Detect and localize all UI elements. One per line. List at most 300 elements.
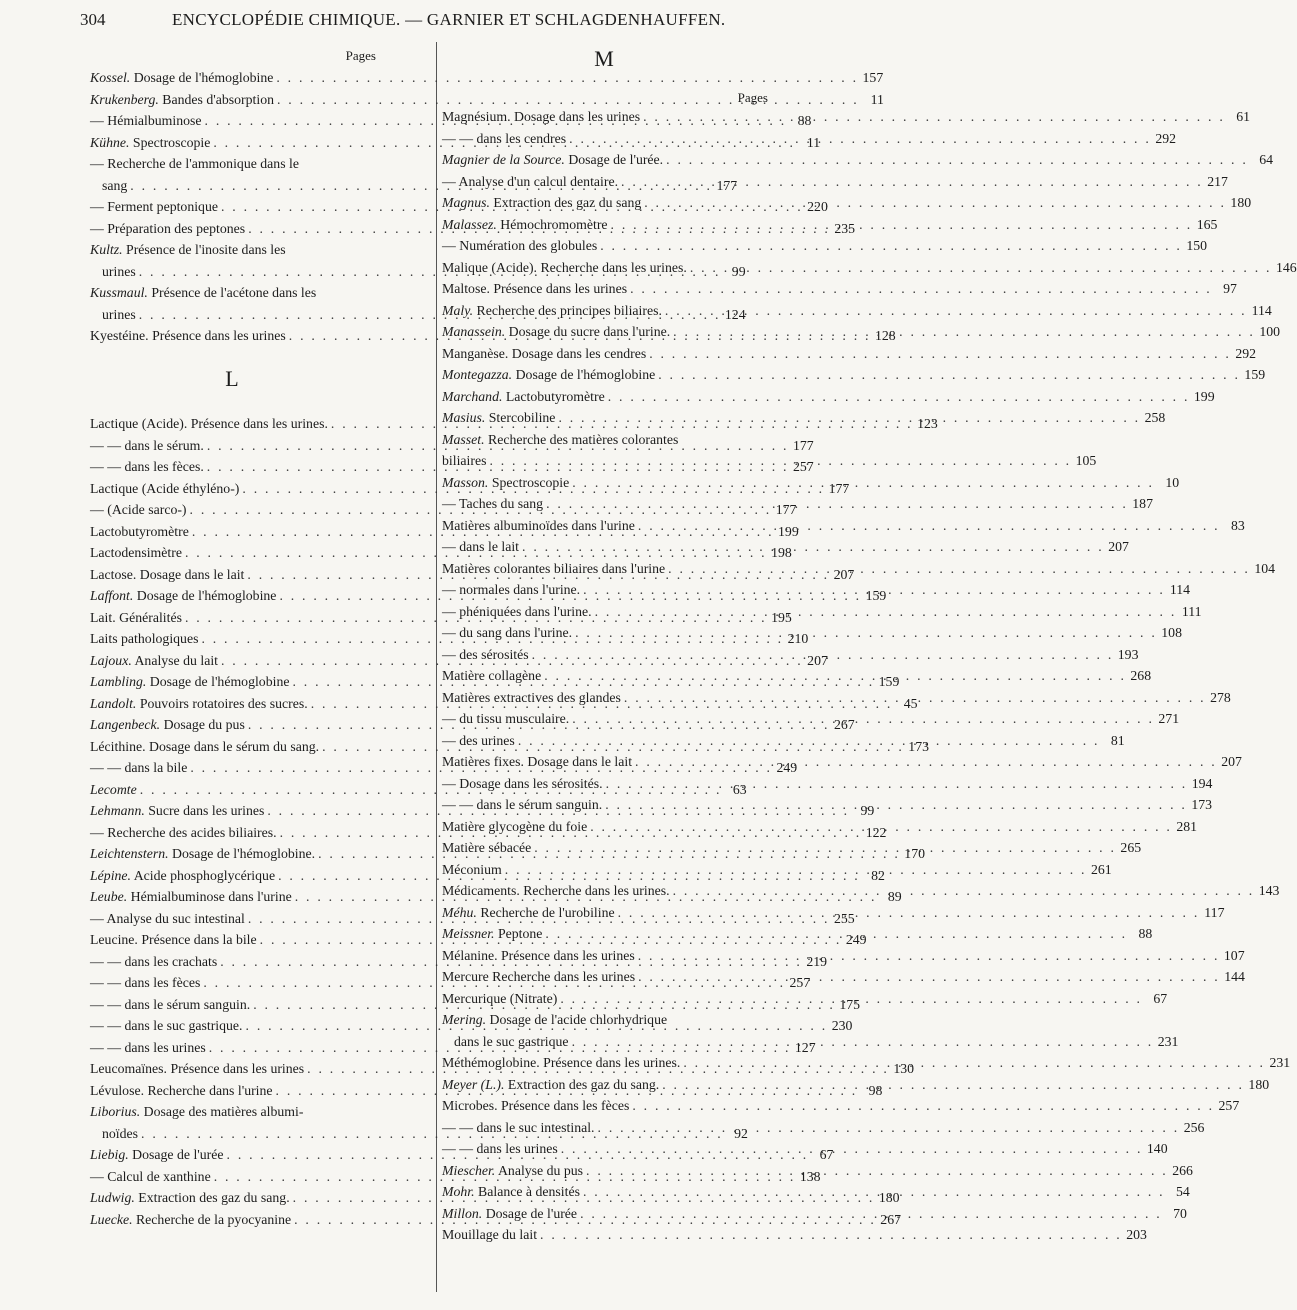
entry-label: dans le suc gastrique: [454, 1033, 569, 1049]
entry-text: [90, 1080, 273, 1102]
entry-author: Marchand.: [442, 388, 503, 404]
entry-text: [90, 261, 136, 283]
leader-dots: [624, 687, 1206, 709]
leader-dots: [605, 794, 1187, 816]
entry-label: — des sérosités: [442, 646, 529, 662]
entry-text: [442, 1052, 680, 1074]
entry-author: Lehmann.: [90, 803, 145, 818]
entry-label: — du tissu musculaire.: [442, 711, 570, 726]
entry-text: [90, 1101, 303, 1123]
entry-label: sang: [102, 177, 128, 193]
entry-page: 187: [1132, 496, 1153, 511]
entry-text: [90, 282, 316, 304]
entry-label: Méconium: [442, 861, 502, 877]
entry-label: Dosage de l'hémoglobine: [146, 674, 290, 689]
entry-author: Manassein.: [442, 324, 506, 339]
leader-dots: [658, 364, 1240, 386]
entry-text: [442, 902, 615, 924]
entry-text: [90, 650, 218, 672]
entry-text: [442, 1095, 629, 1117]
entry-label: Lécithine. Dosage dans le sérum du sang.: [90, 738, 320, 754]
entry-page: 267: [834, 717, 855, 732]
entry-text: [90, 736, 319, 758]
leader-dots: [560, 988, 1142, 1010]
entry-author: Mohr.: [442, 1184, 475, 1199]
entry-label: — Numération des globules: [442, 238, 598, 253]
entry-label: — Hémialbuminose: [90, 113, 202, 128]
entry-text: [442, 579, 580, 601]
entry-author: Laffont.: [90, 588, 134, 603]
entry-label: Mercurique (Nitrate): [442, 990, 558, 1006]
entry-page: 173: [1191, 797, 1213, 812]
entry-text: [90, 478, 239, 500]
entry-page: 88: [797, 113, 812, 128]
entry-page: 130: [893, 1061, 915, 1076]
entry-text: [90, 239, 286, 261]
entry-label: Lactique (Acide éthyléno-): [90, 480, 240, 496]
entry-label: Médicaments. Recherche dans les urines.: [442, 883, 670, 898]
entry-author: Langenbeck.: [90, 717, 161, 732]
entry-label: — — dans les crachats: [90, 953, 218, 969]
entry-page: 180: [1230, 195, 1252, 210]
entry-text: [90, 994, 250, 1016]
entry-text: [442, 343, 646, 365]
entry-label: Recherche de la pyocyanine: [132, 1211, 292, 1227]
entry-text: [90, 175, 127, 197]
entry-label: Matières albuminoïdes dans l'urine: [442, 517, 635, 533]
entry-page: 104: [1254, 560, 1276, 576]
entry-author: Luecke.: [90, 1211, 133, 1227]
entry-page: 10: [1165, 474, 1180, 490]
leader-dots: [489, 450, 1071, 472]
entry-page: 107: [1223, 947, 1245, 963]
entry-text: [442, 300, 662, 322]
entry-label: Microbes. Présence dans les fèces: [442, 1098, 630, 1113]
entry-label: Dosage de l'hémoglobine: [133, 588, 277, 603]
entry-page: 99: [860, 803, 875, 818]
index-entry: [442, 235, 1208, 257]
entry-label: Balance à densités: [474, 1184, 580, 1199]
entry-page: 207: [833, 566, 855, 582]
entry-label: — — dans le sérum.: [90, 437, 204, 453]
entry-page: 98: [868, 1082, 883, 1098]
entry-page: 217: [1207, 173, 1228, 189]
entry-page: 54: [1176, 1184, 1190, 1199]
entry-author: Kühne.: [90, 134, 130, 150]
entry-page: 231: [1157, 1033, 1179, 1049]
entry-page: 231: [1269, 1055, 1291, 1070]
leader-dots: [595, 601, 1177, 623]
entry-label: Analyse du pus: [495, 1162, 584, 1178]
entry-label: Lactose. Dosage dans le lait: [90, 566, 245, 582]
entry-page: 92: [734, 1125, 748, 1141]
entry-text: [442, 966, 635, 988]
entry-page: 210: [787, 631, 809, 646]
entry-text: [90, 325, 286, 347]
entry-text: [90, 779, 137, 801]
page-number: 304: [80, 10, 106, 29]
entry-page: 111: [1181, 603, 1202, 619]
entry-author: Magnus.: [442, 195, 490, 210]
index-entry: [442, 300, 1272, 322]
entry-label: — Recherche des acides biliaires.: [90, 824, 277, 840]
index-entry: [442, 773, 1213, 795]
entry-label: Analyse du lait: [131, 652, 218, 668]
leader-dots: [572, 472, 1154, 494]
entry-page: 267: [880, 1211, 901, 1227]
entry-page: 256: [1183, 1119, 1205, 1135]
entry-author: Masius.: [442, 410, 486, 425]
entry-text: [90, 521, 189, 543]
entry-page: 249: [845, 932, 867, 947]
entry-text: [90, 456, 204, 478]
entry-text: [90, 1037, 206, 1059]
entry-text: [442, 429, 678, 451]
entry-text: [442, 1009, 667, 1031]
entry-text: [442, 558, 665, 580]
entry-text: [442, 988, 557, 1010]
entry-label: Malique (Acide). Recherche dans les urines.: [442, 259, 687, 275]
entry-label: Lactobutyromètre: [502, 388, 605, 404]
entry-label: Recherche des principes biliaires.: [473, 302, 662, 318]
entry-label: Lévulose. Recherche dans l'urine: [90, 1082, 273, 1098]
entry-page: 177: [792, 437, 814, 453]
entry-text: [442, 687, 621, 709]
entry-text: [442, 1160, 583, 1182]
entry-label: — (Acide sarco-): [90, 502, 187, 517]
entry-page: 138: [799, 1168, 821, 1184]
entry-text: [442, 730, 515, 752]
entry-text: [442, 1117, 595, 1139]
entry-page: 177: [775, 502, 797, 517]
entry-label: Lactobutyromètre: [90, 523, 189, 539]
entry-page: 257: [789, 975, 811, 990]
entry-label: Hémialbuminose dans l'urine: [127, 889, 292, 904]
entry-label: Dosage de l'hémoglobine: [130, 70, 274, 85]
entry-label: Pouvoirs rotatoires des sucres.: [136, 695, 308, 711]
entry-author: Masson.: [442, 474, 489, 490]
entry-text: [90, 693, 308, 715]
index-entry: [442, 429, 766, 451]
entry-text: [90, 714, 245, 736]
entry-author: Leube.: [90, 889, 128, 904]
entry-text: [90, 304, 136, 326]
entry-label: — — dans le suc gastrique.: [90, 1018, 243, 1033]
entry-page: 265: [1120, 840, 1142, 855]
leader-dots: [662, 1074, 1244, 1096]
index-entry: [442, 257, 1297, 279]
leader-dots: [635, 751, 1217, 773]
entry-label: Méthémoglobine. Présence dans les urines.: [442, 1055, 681, 1070]
entry-author: Méhu.: [442, 904, 477, 920]
entry-author: Liebig.: [90, 1147, 129, 1162]
entry-page: 11: [870, 91, 884, 107]
entry-author: Liborius.: [90, 1104, 141, 1119]
entry-label: Lactique (Acide). Présence dans les urines.: [90, 416, 328, 431]
entry-author: Masset.: [442, 431, 485, 447]
entry-label: — du sang dans l'urine.: [442, 625, 573, 640]
entry-page: 257: [1218, 1098, 1240, 1113]
entry-page: 207: [1108, 539, 1129, 554]
entry-page: 292: [1155, 130, 1177, 146]
entry-label: — — dans le sérum sanguin.: [90, 996, 251, 1012]
leader-dots: [544, 665, 1126, 687]
leader-dots: [673, 321, 1255, 343]
entry-label: — Ferment peptonique: [90, 199, 218, 214]
entry-author: Millon.: [442, 1205, 483, 1221]
entry-label: Lactodensimètre: [90, 545, 182, 560]
entry-page: 198: [771, 545, 792, 560]
entry-label: — — dans le sérum sanguin.: [442, 797, 603, 812]
entry-page: 199: [778, 523, 799, 539]
entry-text: [442, 794, 602, 816]
index-entry: [90, 239, 374, 261]
entry-label: Extraction des gaz du sang: [489, 195, 642, 210]
entry-page: 88: [1138, 926, 1153, 941]
entry-label: — Analyse du suc intestinal: [90, 910, 245, 926]
entry-page: 61: [1236, 109, 1250, 124]
entry-page: 81: [1110, 732, 1125, 748]
entry-label: urines: [102, 306, 136, 322]
entry-page: 64: [1259, 152, 1274, 167]
entry-page: 99: [731, 263, 746, 279]
leader-dots: [505, 859, 1087, 881]
leader-dots: [630, 278, 1212, 300]
entry-text: [90, 585, 276, 607]
entry-label: Dosage de l'urée: [128, 1147, 224, 1162]
section-letter-m: M: [594, 46, 614, 71]
entry-label: Stercobiline: [485, 410, 556, 425]
entry-text: [442, 751, 632, 773]
entry-text: [442, 257, 687, 279]
entry-page: 45: [903, 695, 918, 711]
entry-page: 180: [878, 1190, 900, 1205]
entry-label: — Calcul de xanthine: [90, 1168, 211, 1184]
entry-text: [442, 450, 486, 472]
entry-text: [442, 945, 635, 967]
entry-author: Landolt.: [90, 695, 137, 711]
entry-text: [442, 708, 569, 730]
entry-label: Sucre dans les urines: [144, 803, 265, 818]
entry-page: 114: [1251, 302, 1272, 318]
entry-page: 108: [1161, 625, 1182, 640]
entry-author: Meyer (L.).: [442, 1076, 505, 1092]
entry-label: — Taches du sang: [442, 496, 544, 511]
entry-text: [90, 951, 217, 973]
entry-page: 219: [806, 953, 828, 969]
entry-label: — phéniquées dans l'urine.: [442, 603, 592, 619]
entry-page: 70: [1173, 1205, 1187, 1221]
entry-author: Mering.: [442, 1012, 487, 1027]
entry-text: [90, 1209, 291, 1231]
entry-page: 220: [807, 199, 828, 214]
entry-label: Extraction des gaz du sang.: [134, 1190, 290, 1205]
entry-text: [442, 235, 597, 257]
index-entry: [90, 153, 374, 175]
entry-text: [90, 607, 182, 629]
entry-page: 180: [1248, 1076, 1270, 1092]
entry-text: [442, 536, 519, 558]
entry-author: Lajoux.: [90, 652, 132, 668]
leader-dots: [644, 192, 1226, 214]
leader-dots: [611, 214, 1193, 236]
entry-text: [442, 515, 635, 537]
leader-dots: [608, 386, 1190, 408]
entry-text: [442, 644, 529, 666]
entry-label: — — dans les urines: [442, 1141, 558, 1156]
entry-text: [90, 800, 264, 822]
entry-label: — Analyse d'un calcul dentaire.: [442, 173, 619, 189]
entry-page: 11: [806, 134, 821, 150]
entry-page: 140: [1146, 1141, 1168, 1156]
entry-label: Dosage du pus: [160, 717, 245, 732]
entry-text: [442, 816, 587, 838]
entry-author: Leichtenstern.: [90, 846, 169, 861]
entry-label: Extraction des gaz du sang.: [504, 1076, 660, 1092]
entry-text: [442, 214, 608, 236]
entry-page: 271: [1158, 711, 1180, 726]
entry-label: — — dans les cendres: [442, 130, 567, 146]
entry-page: 175: [839, 996, 861, 1012]
pages-label-left: Pages: [345, 48, 376, 63]
entry-page: 257: [792, 459, 814, 474]
entry-page: 165: [1196, 216, 1218, 232]
entry-author: Ludwig.: [90, 1190, 135, 1205]
entry-text: [90, 972, 200, 994]
entry-label: Hémochromomètre: [496, 216, 608, 232]
entry-text: [90, 929, 257, 951]
entry-text: [442, 321, 670, 343]
entry-label: — — dans le suc intestinal.: [442, 1119, 595, 1135]
entry-text: [90, 886, 292, 908]
entry-text: [442, 622, 572, 644]
entry-label: Recherche des matières colorantes: [484, 431, 679, 447]
leader-dots: [665, 300, 1247, 322]
entry-page: 207: [1221, 754, 1242, 769]
entry-label: Matière glycogène du foie: [442, 818, 588, 834]
leader-dots: [618, 902, 1200, 924]
entry-author: Lambling.: [90, 674, 147, 689]
leader-dots: [545, 923, 1127, 945]
entry-page: 105: [1075, 453, 1097, 468]
entry-text: [90, 542, 182, 564]
index-entry: [442, 386, 1215, 408]
leader-dots: [638, 945, 1220, 967]
leader-dots: [583, 1181, 1165, 1203]
leader-dots: [561, 1138, 1143, 1160]
entry-text: [90, 413, 328, 435]
entry-text: [442, 278, 627, 300]
entry-label: — dans le lait: [442, 539, 520, 554]
leader-dots: [590, 816, 1172, 838]
leader-dots: [534, 837, 1116, 859]
entry-page: 193: [1117, 646, 1139, 662]
leader-dots: [575, 622, 1157, 644]
leader-dots: [572, 1031, 1154, 1053]
entry-page: 150: [1186, 238, 1208, 253]
entry-label: Dosage de l'hémoglobine.: [168, 846, 316, 861]
entry-text: [90, 153, 299, 175]
entry-text: [90, 89, 274, 111]
entry-author: Kultz.: [90, 242, 123, 257]
entry-page: 127: [794, 1039, 816, 1055]
entry-label: Matières extractives des glandes: [442, 689, 621, 705]
entry-label: Spectroscopie: [488, 474, 570, 490]
leader-dots: [532, 644, 1114, 666]
entry-text: [442, 1181, 580, 1203]
leader-dots: [638, 515, 1220, 537]
entry-text: [90, 110, 202, 132]
entry-page: 249: [776, 760, 798, 775]
entry-text: [442, 1138, 558, 1160]
entry-text: [442, 364, 655, 386]
entry-page: 278: [1210, 689, 1231, 705]
entry-text: [90, 628, 198, 650]
entry-text: [442, 192, 641, 214]
entry-author: Montegazza.: [442, 367, 513, 382]
leader-dots: [518, 730, 1100, 752]
leader-dots: [540, 1224, 1122, 1246]
entry-label: Recherche de l'urobiline: [476, 904, 615, 920]
entry-page: 207: [807, 652, 828, 668]
index-entry: [442, 1117, 1205, 1139]
entry-text: [442, 837, 531, 859]
entry-label: Dosage du sucre dans l'urine.: [505, 324, 671, 339]
entry-label: Dosage de l'acide chlorhydrique: [486, 1012, 668, 1027]
leader-dots: [666, 149, 1248, 171]
leader-dots: [643, 106, 1225, 128]
entry-text: [90, 843, 315, 865]
index-entry: [442, 1009, 766, 1031]
entry-label: Leucomaïnes. Présence dans les urines: [90, 1061, 305, 1076]
entry-label: Maltose. Présence dans les urines: [442, 281, 628, 296]
entry-label: — Recherche de l'ammonique dans le: [90, 156, 299, 171]
index-entry: [442, 1224, 1147, 1246]
entry-text: [90, 564, 244, 586]
entry-text: [442, 171, 618, 193]
entry-label: — — dans les urines: [90, 1039, 206, 1055]
entry-label: Peptone: [494, 926, 543, 941]
entry-text: [90, 435, 204, 457]
entry-text: [90, 218, 245, 240]
entry-author: Krukenberg.: [90, 91, 159, 107]
entry-text: [442, 1224, 537, 1246]
entry-text: [442, 106, 640, 128]
entry-label: Présence de l'inosite dans les: [122, 242, 286, 257]
entry-text: [442, 601, 592, 623]
entry-text: [442, 923, 542, 945]
entry-page: 230: [831, 1018, 853, 1033]
index-entry: [442, 343, 1257, 365]
leader-dots: [569, 128, 1151, 150]
entry-page: 124: [724, 306, 746, 322]
entry-author: Meissner.: [442, 926, 495, 941]
entry-text: [90, 865, 275, 887]
leader-dots: [546, 493, 1128, 515]
entry-text: [90, 1058, 304, 1080]
entry-page: 199: [1193, 388, 1215, 404]
entry-label: — — dans les fèces: [90, 975, 201, 990]
entry-page: 82: [871, 867, 885, 883]
entry-label: — — dans les fèces.: [90, 459, 204, 474]
entry-page: 281: [1176, 818, 1198, 834]
entry-label: Dosage de l'hémoglobine: [512, 367, 656, 382]
entry-page: 159: [865, 588, 887, 603]
entry-label: Mélanine. Présence dans les urines: [442, 947, 635, 963]
leader-dots: [583, 579, 1165, 601]
entry-label: Matière collagène: [442, 668, 542, 683]
entry-page: 268: [1130, 668, 1152, 683]
